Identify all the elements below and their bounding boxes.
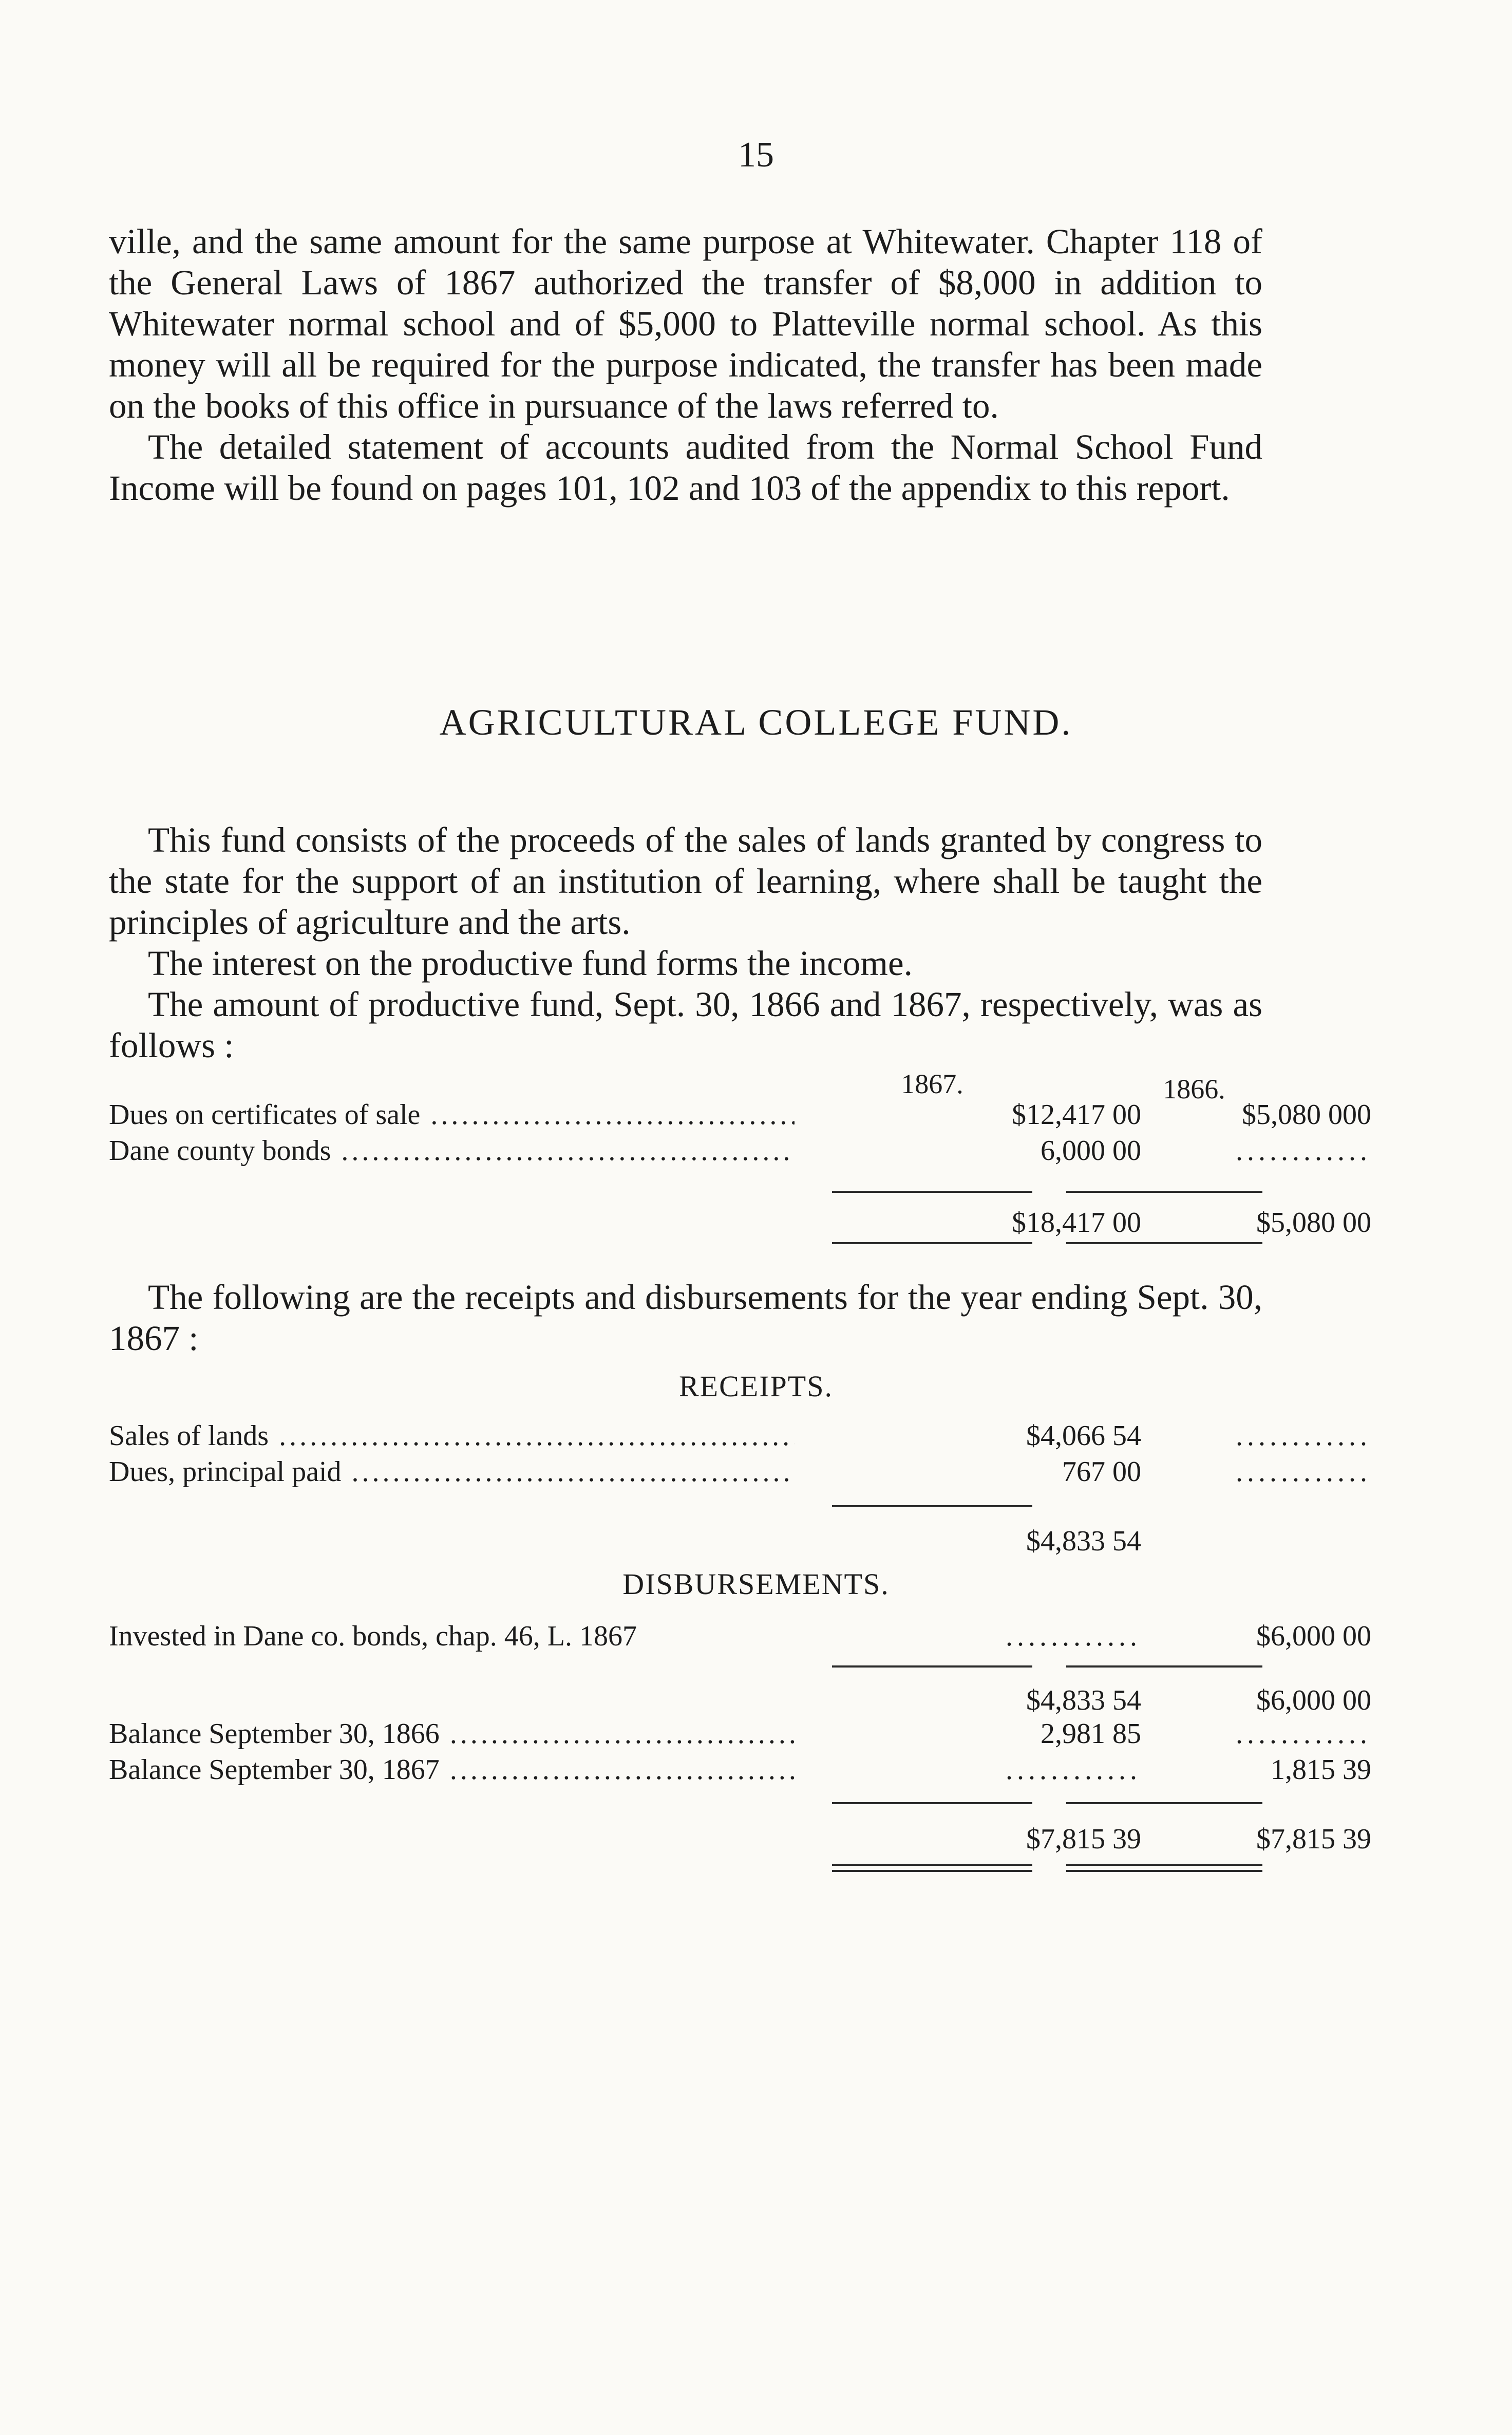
balance-1866-row — [109, 1716, 1371, 1752]
receipts-heading: RECEIPTS. — [679, 1370, 833, 1403]
fund-total-row — [109, 1205, 1371, 1241]
intro-paragraph-1: ville, and the same amount for the same purpose at Whitewater. Chapter 118 of the General Laws of 1867 authorized the transfer of $8,000 in addition to Whitewater normal school and of $5,000 to Platteville normal school. As this money will all be required for the purpose indicated, the transfer has been made on the books of this office in pursuance of the laws referred to. — [109, 222, 1262, 425]
receipts-intro — [109, 1277, 1262, 1359]
balance-1867-label: Balance September 30, 1867 ..... — [109, 1752, 795, 1788]
fund-paragraph-3: The amount of productive fund, Sept. 30, 1866 and 1867, respectively, was as follows : — [109, 985, 1262, 1065]
receipt-row-label: Sales of lands ..... — [109, 1418, 795, 1454]
year-1867-header: 1867. — [901, 1069, 963, 1099]
grand-total-v1: $7,815 39 — [1026, 1823, 1141, 1855]
fund-paragraphs — [109, 819, 1262, 1066]
fund-total-rule — [832, 1191, 1032, 1193]
fund-row-1867: 6,000 00 — [1041, 1135, 1141, 1167]
balance-1866-v2: ............ — [1236, 1718, 1371, 1750]
fund-total-1866: $5,080 00 — [1256, 1207, 1371, 1239]
page-number: 15 — [738, 135, 774, 175]
receipts-subtotal-row — [109, 1523, 1262, 1559]
sum-v1: $4,833 54 — [1026, 1684, 1141, 1716]
receipts-intro-text: The following are the receipts and disbursements for the year ending Sept. 30, 1867 : — [109, 1278, 1262, 1358]
fund-total-underline — [832, 1242, 1032, 1244]
fund-row-bonds — [109, 1133, 1371, 1169]
year-1866-header: 1866. — [1163, 1074, 1225, 1104]
balance-1867-v2: 1,815 39 — [1271, 1754, 1371, 1786]
intro-paragraphs — [109, 221, 1262, 509]
grand-total-double-rule — [832, 1864, 1032, 1872]
grand-total-rule — [1066, 1802, 1262, 1804]
intro-paragraph-2: The detailed statement of accounts audited from the Normal School Fund Income will be found on pages 101, 102 and 103 of the appendix to this report. — [109, 427, 1262, 508]
disbursement-sum-rule — [1066, 1665, 1262, 1668]
fund-row-label: Dues on certificates of sale ..... — [109, 1097, 795, 1133]
grand-total-double-rule — [1066, 1864, 1262, 1872]
fund-row-1867: $12,417 00 — [1012, 1099, 1141, 1131]
grand-total-rule — [832, 1802, 1032, 1804]
disbursement-row-invested — [109, 1618, 1371, 1654]
receipt-row-sales — [109, 1418, 1371, 1454]
receipt-row-v2: ............ — [1236, 1456, 1371, 1488]
fund-row-label: Dane county bonds ..... — [109, 1133, 795, 1169]
grand-total-v2: $7,815 39 — [1256, 1823, 1371, 1855]
balance-1867-v1: ............ — [1006, 1754, 1141, 1786]
receipts-subtotal-rule — [832, 1505, 1032, 1507]
disbursements-heading: DISBURSEMENTS. — [622, 1567, 890, 1601]
section-heading: AGRICULTURAL COLLEGE FUND. — [439, 702, 1073, 743]
disbursement-sum-rule — [832, 1665, 1032, 1668]
receipt-row-v2: ............ — [1236, 1420, 1371, 1452]
balance-1867-row — [109, 1752, 1371, 1788]
receipt-row-v1: $4,066 54 — [1026, 1420, 1141, 1452]
balance-1866-label: Balance September 30, 1866 ..... — [109, 1716, 795, 1752]
receipt-row-v1: 767 00 — [1062, 1456, 1141, 1488]
grand-total-row — [109, 1821, 1371, 1857]
receipts-subtotal: $4,833 54 — [1026, 1525, 1141, 1557]
fund-row-dues — [109, 1097, 1371, 1133]
fund-total-rule — [1066, 1191, 1262, 1193]
sum-v2: $6,000 00 — [1256, 1684, 1371, 1716]
invested-v1: ............ — [1006, 1620, 1141, 1652]
fund-paragraph-1: This fund consists of the proceeds of the sales of lands granted by congress to the state for the support of an institution of learning, where shall be taught the principles of agriculture and the arts. — [109, 820, 1262, 942]
invested-v2: $6,000 00 — [1256, 1620, 1371, 1652]
fund-paragraph-2: The interest on the productive fund forms the income. — [148, 944, 913, 983]
receipt-row-dues — [109, 1454, 1371, 1490]
disbursement-sum-row — [109, 1682, 1371, 1718]
invested-label: Invested in Dane co. bonds, chap. 46, L. 1867 — [109, 1620, 637, 1652]
fund-row-1866: ............ — [1236, 1135, 1371, 1167]
fund-total-1867: $18,417 00 — [1012, 1207, 1141, 1239]
fund-total-underline — [1066, 1242, 1262, 1244]
fund-row-1866: $5,080 000 — [1242, 1099, 1371, 1131]
balance-1866-v1: 2,981 85 — [1041, 1718, 1141, 1750]
receipt-row-label: Dues, principal paid ..... — [109, 1454, 795, 1490]
